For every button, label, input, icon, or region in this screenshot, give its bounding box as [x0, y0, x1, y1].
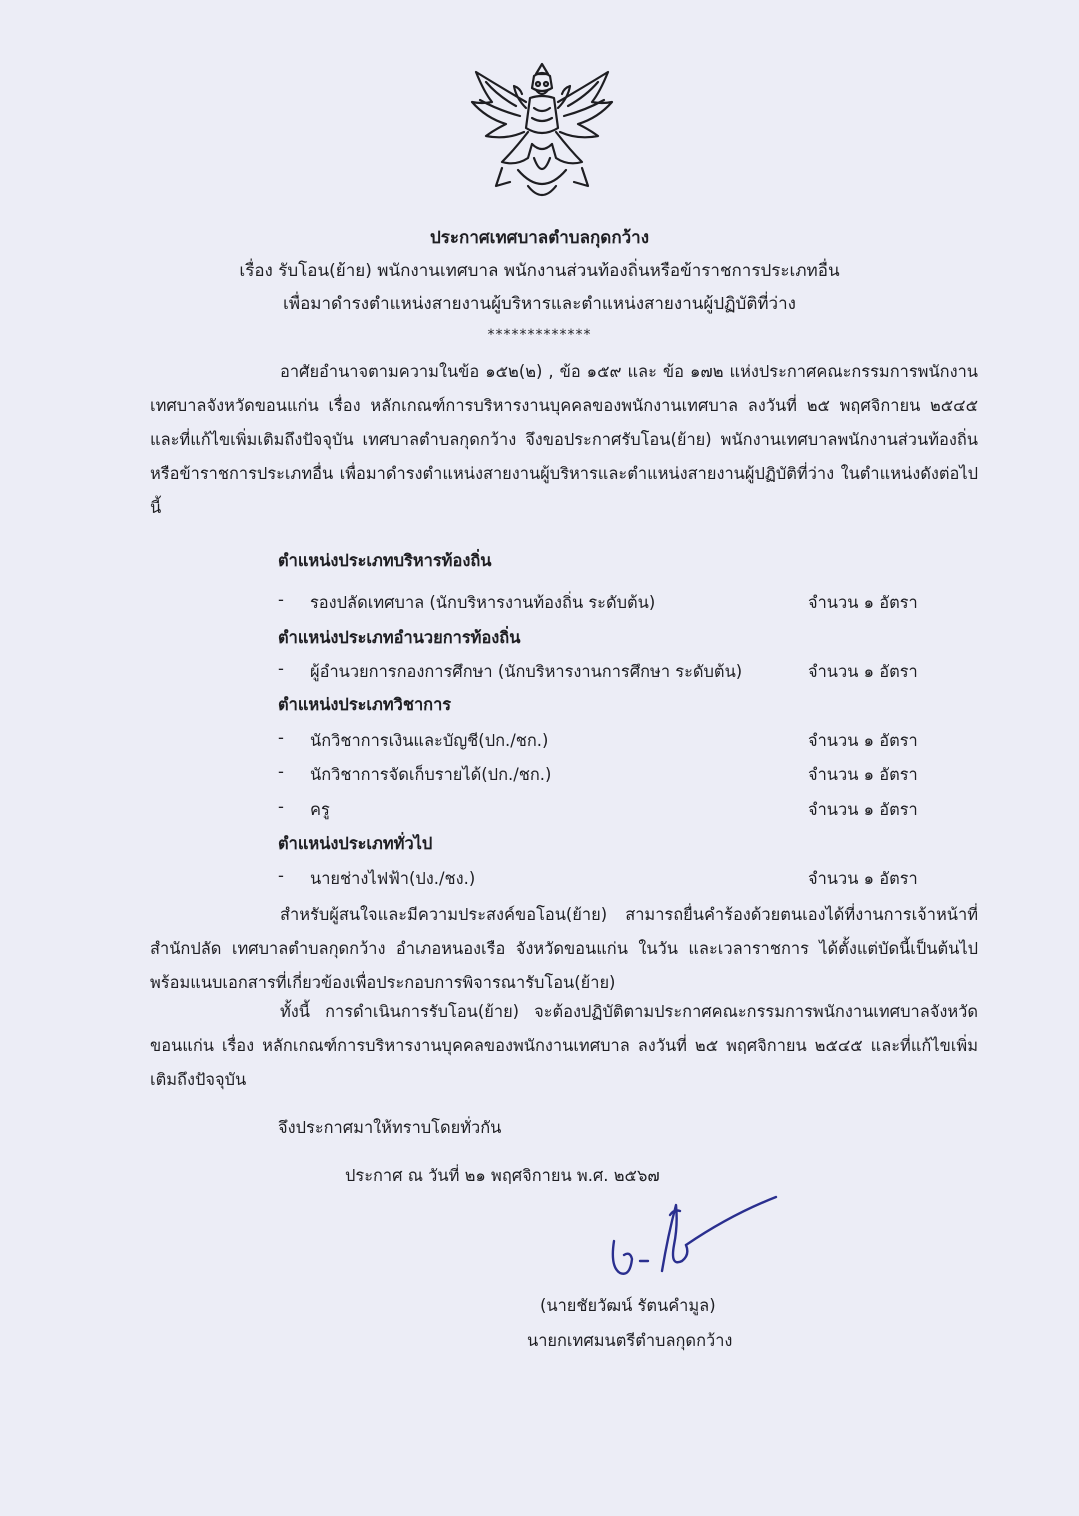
- position-count: จำนวน ๑ อัตรา: [808, 731, 918, 750]
- position-name: ผู้อำนวยการกองการศึกษา (นักบริหารงานการศึกษา ระดับต้น): [310, 662, 743, 681]
- section-heading-academic: ตำแหน่งประเภทวิชาการ: [278, 695, 452, 714]
- handwritten-signature: [590, 1175, 790, 1295]
- body-paragraph-2: สำหรับผู้สนใจและมีความประสงค์ขอโอน(ย้าย) สามารถยื่นคำร้องด้วยตนเองได้ที่งานการเจ้าหน้าที่ สำนักปลัด เทศบาลตำบลกุดกว้าง อำเภอหนองเรือ จังหวัดขอนแก่น ในวัน และเวลาราชการ ได้ตั้งแต่บัดนี้เป็นต้นไป พร้อมแนบเอกสารที่เกี่ยวข้องเพื่อประกอบการพิจารณารับโอน(ย้าย): [150, 905, 978, 992]
- position-count: จำนวน ๑ อัตรา: [808, 869, 918, 888]
- section-heading-local-director: ตำแหน่งประเภทอำนวยการท้องถิ่น: [278, 628, 521, 647]
- position-name: นักวิชาการเงินและบัญชี(ปก./ชก.): [310, 731, 549, 750]
- item-dash: -: [278, 590, 284, 609]
- position-count: จำนวน ๑ อัตรา: [808, 800, 918, 819]
- signer-name: (นายชัยวัฒน์ รัตนคำมูล): [540, 1296, 716, 1315]
- position-name: รองปลัดเทศบาล (นักบริหารงานท้องถิ่น ระดับต้น): [310, 593, 656, 612]
- subject-line-2: เพื่อมาดำรงตำแหน่งสายงานผู้บริหารและตำแหน่งสายงานผู้ปฏิบัติที่ว่าง: [283, 294, 796, 314]
- garuda-emblem-icon: [462, 58, 622, 208]
- closing-line: จึงประกาศมาให้ทราบโดยทั่วกัน: [278, 1118, 502, 1137]
- item-dash: -: [278, 866, 284, 885]
- body-paragraph-1: อาศัยอำนาจตามความในข้อ ๑๕๒(๒) , ข้อ ๑๕๙ และ ข้อ ๑๗๒ แห่งประกาศคณะกรรมการพนักงานเทศบาลจังหวัดขอนแก่น เรื่อง หลักเกณฑ์การบริหารงานบุคคลของพนักงานเทศบาล ลงวันที่ ๒๕ พฤศจิกายน ๒๕๔๕ และที่แก้ไขเพิ่มเติมถึงปัจจุบัน เทศบาลตำบลกุดกว้าง จึงขอประกาศรับโอน(ย้าย) พนักงานเทศบาลพนักงานส่วนท้องถิ่นหรือข้าราชการประเภทอื่น เพื่อมาดำรงตำแหน่งสายงานผู้บริหารและตำแหน่งสายงานผู้ปฏิบัติที่ว่าง ในตำแหน่งดังต่อไปนี้: [150, 362, 978, 517]
- item-dash: -: [278, 728, 284, 747]
- announcement-title: ประกาศเทศบาลตำบลกุดกว้าง: [429, 228, 650, 248]
- item-dash: -: [278, 762, 284, 781]
- section-heading-general: ตำแหน่งประเภททั่วไป: [278, 834, 433, 853]
- subject-line-1: เรื่อง รับโอน(ย้าย) พนักงานเทศบาล พนักงานส่วนท้องถิ่นหรือข้าราชการประเภทอื่น: [239, 261, 840, 281]
- section-heading-local-admin: ตำแหน่งประเภทบริหารท้องถิ่น: [278, 551, 492, 570]
- body-paragraph-3: ทั้งนี้ การดำเนินการรับโอน(ย้าย) จะต้องปฏิบัติตามประกาศคณะกรรมการพนักงานเทศบาลจังหวัดขอนแก่น เรื่อง หลักเกณฑ์การบริหารงานบุคคลของพนักงานเทศบาล ลงวันที่ ๒๕ พฤศจิกายน ๒๕๔๕ และที่แก้ไขเพิ่มเติมถึงปัจจุบัน: [150, 1002, 978, 1089]
- separator-stars: *************: [487, 327, 592, 343]
- item-dash: -: [278, 659, 284, 678]
- announcement-date: ประกาศ ณ วันที่ ๒๑ พฤศจิกายน พ.ศ. ๒๕๖๗: [345, 1166, 660, 1185]
- position-name: นักวิชาการจัดเก็บรายได้(ปก./ชก.): [310, 765, 552, 784]
- position-name: นายช่างไฟฟ้า(ปง./ชง.): [310, 869, 476, 888]
- position-count: จำนวน ๑ อัตรา: [808, 765, 918, 784]
- item-dash: -: [278, 797, 284, 816]
- signer-position: นายกเทศมนตรีตำบลกุดกว้าง: [527, 1331, 733, 1350]
- position-name: ครู: [310, 800, 330, 819]
- position-count: จำนวน ๑ อัตรา: [808, 593, 918, 612]
- position-count: จำนวน ๑ อัตรา: [808, 662, 918, 681]
